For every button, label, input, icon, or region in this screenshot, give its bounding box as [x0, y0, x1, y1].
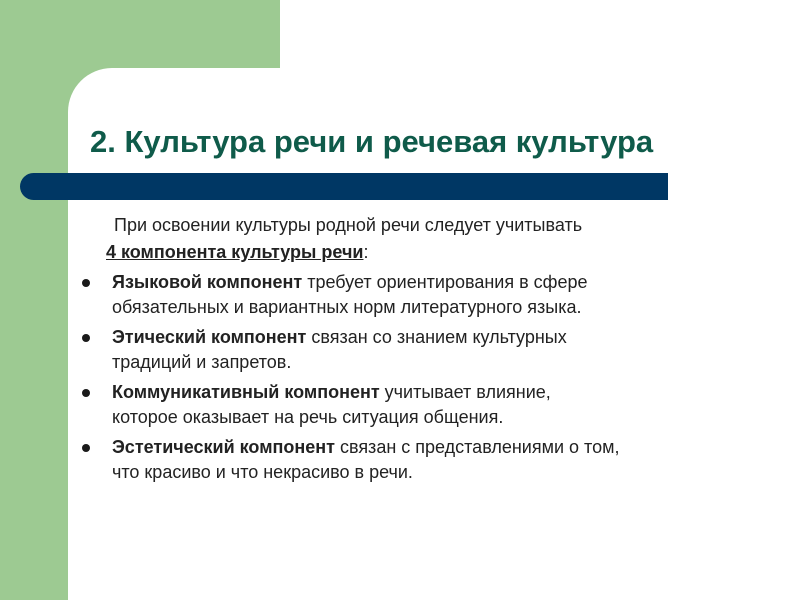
components-heading-colon: :: [363, 242, 369, 262]
list-item: [78, 325, 758, 375]
list-item-text: требует ориентирования в сфере: [302, 272, 588, 292]
list-item-term: Этический компонент: [112, 327, 307, 347]
list-item: [78, 435, 758, 485]
list-item-text: учитывает влияние,: [379, 382, 551, 402]
component-list: [78, 270, 758, 490]
list-item-text: связан с представлениями о том,: [334, 437, 620, 457]
list-item-text: связан со знанием культурных: [306, 327, 567, 347]
components-heading: 4 компонента культуры речи: [106, 242, 364, 262]
intro-text: При освоении культуры родной речи следует учитывать: [114, 215, 583, 235]
bullet-dot-icon: [82, 279, 90, 287]
list-item-line: традиций и запретов.: [112, 352, 292, 372]
list-item-term: Эстетический компонент: [112, 437, 335, 457]
list-item-line: которое оказывает на речь ситуация общения.: [112, 407, 504, 427]
bullet-dot-icon: [82, 334, 90, 342]
list-item-line: обязательных и вариантных норм литературного языка.: [112, 297, 582, 317]
list-item-term: Коммуникативный компонент: [112, 382, 380, 402]
title-underline-bar: [20, 173, 668, 200]
intro-subheading: [106, 242, 369, 263]
list-item: [78, 270, 758, 320]
list-item-line: [112, 325, 758, 350]
list-item-line: что красиво и что некрасиво в речи.: [112, 462, 413, 482]
bullet-dot-icon: [82, 444, 90, 452]
list-item: [78, 380, 758, 430]
list-item-line: [112, 380, 758, 405]
list-item-line: [112, 435, 758, 460]
list-item-term: Языковой компонент: [112, 272, 303, 292]
slide-title: 2. Культура речи и речевая культура: [90, 124, 654, 159]
list-item-line: [112, 270, 758, 295]
bullet-dot-icon: [82, 389, 90, 397]
